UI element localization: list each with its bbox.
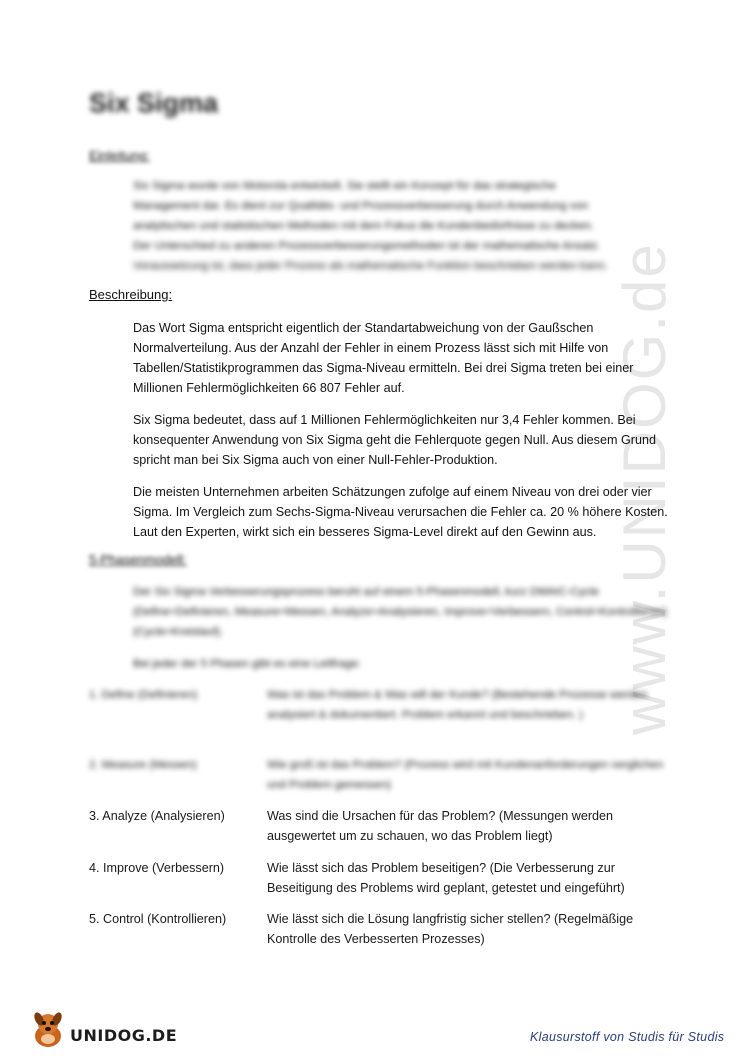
phase-description: Was sind die Ursachen für das Problem? (Messungen werden ausgewertet um zu schauen, wo das Problem liegt) [267, 809, 614, 843]
phase-description: Wie lässt sich das Problem beseitigen? (Die Verbesserung zur Beseitigung des Problems wird geplant, getestet und eingeführt) [267, 861, 625, 895]
section-heading-beschreibung: Beschreibung: [89, 287, 173, 302]
document-title: Six Sigma [89, 88, 219, 118]
beschreibung-text [133, 318, 668, 554]
einleitung-line: Der Unterschied zu anderen Prozessverbesserungsmethoden ist der mathematische Ansatz. [133, 240, 601, 252]
dog-mascot-icon [26, 1010, 70, 1050]
beschreibung-paragraph: Das Wort Sigma entspricht eigentlich der Standartabweichung von der Gaußschen Normalverteilung. Aus der Anzahl der Fehler in einem Prozess lässt sich mit Hilfe von Tabellen/Statistikprogrammen das Sigma-Niveau ermitteln. Bei drei Sigma treten bei einer Millionen Fehlermöglichkeiten 66 807 Fehler auf. [133, 321, 634, 395]
watermark: www.UNIDOG.de [611, 242, 678, 735]
einleitung-line: analytischen und statistischen Methoden mit dem Fokus die Kundenbedürfnisse zu decken. [133, 220, 594, 232]
phase-label: 1. Define (Definieren) [89, 689, 198, 701]
phase-label: 4. Improve (Verbessern) [89, 861, 225, 875]
beschreibung-paragraph: Six Sigma bedeutet, dass auf 1 Millionen Fehlermöglichkeiten nur 3,4 Fehler kommen. Bei konsequenter Anwendung von Six Sigma geht die Fehlerquote gegen Null. Aus diesem Grund spricht man bei Six Sigma auch von einer Null-Fehler-Produktion. [133, 413, 656, 467]
phase-label: 5. Control (Kontrollieren) [89, 912, 227, 926]
phase-description: Wie groß ist das Problem? (Prozess wird mit Kundenanforderungen verglichen und Problem gemessen) [267, 759, 664, 791]
einleitung-line: Six Sigma wurde von Motorola entwickelt. Sie stellt ein Konzept für das strategische [133, 180, 556, 192]
unidog-logo [26, 1010, 178, 1050]
phase-label: 2. Measure (Messen) [89, 759, 197, 771]
phase-label: 3. Analyze (Analysieren) [89, 809, 225, 823]
section-heading-einleitung: Einleitung: [89, 148, 150, 163]
logo-text: UNIDOG.DE [70, 1026, 178, 1045]
footer-tagline: Klausurstoff von Studis für Studis [530, 1030, 725, 1044]
section-heading-phasenmodell: 5-Phasenmodell: [89, 552, 187, 567]
phasenmodell-intro: Der Six Sigma Verbesserungsprozess beruht auf einem 5-Phasenmodell, kurz DMAIC-Cycle (Define=Definieren, Measure=Messen, Analyze=Analysieren, Improve=Verbessern, Control=Kontrollieren) (Cycle=Kreislauf). [133, 586, 668, 638]
einleitung-line: Voraussetzung ist, dass jeder Prozess als mathematische Funktion beschrieben werden kann. [133, 260, 608, 272]
phase-description: Wie lässt sich die Lösung langfristig sicher stellen? (Regelmäßige Kontrolle des Verbesserten Prozesses) [267, 912, 634, 946]
phasenmodell-lead: Bei jeder der 5 Phasen gibt es eine Leitfrage: [133, 658, 361, 670]
einleitung-line: Management dar. Es dient zur Qualitäts- und Prozessverbesserung durch Anwendung von [133, 200, 589, 212]
phase-description: Was ist das Problem & Was will der Kunde? (Bestehende Prozesse werden analysiert & dokumentiert. Problem erkannt und beschrieben. ) [267, 689, 648, 721]
beschreibung-paragraph: Die meisten Unternehmen arbeiten Schätzungen zufolge auf einem Niveau von drei oder vier Sigma. Im Vergleich zum Sechs-Sigma-Niveau verursachen die Fehler ca. 20 % höhere Kosten. Laut den Experten, wirkt sich ein besseres Sigma-Level direkt auf den Gewinn aus. [133, 485, 668, 539]
einleitung-text [133, 176, 668, 276]
